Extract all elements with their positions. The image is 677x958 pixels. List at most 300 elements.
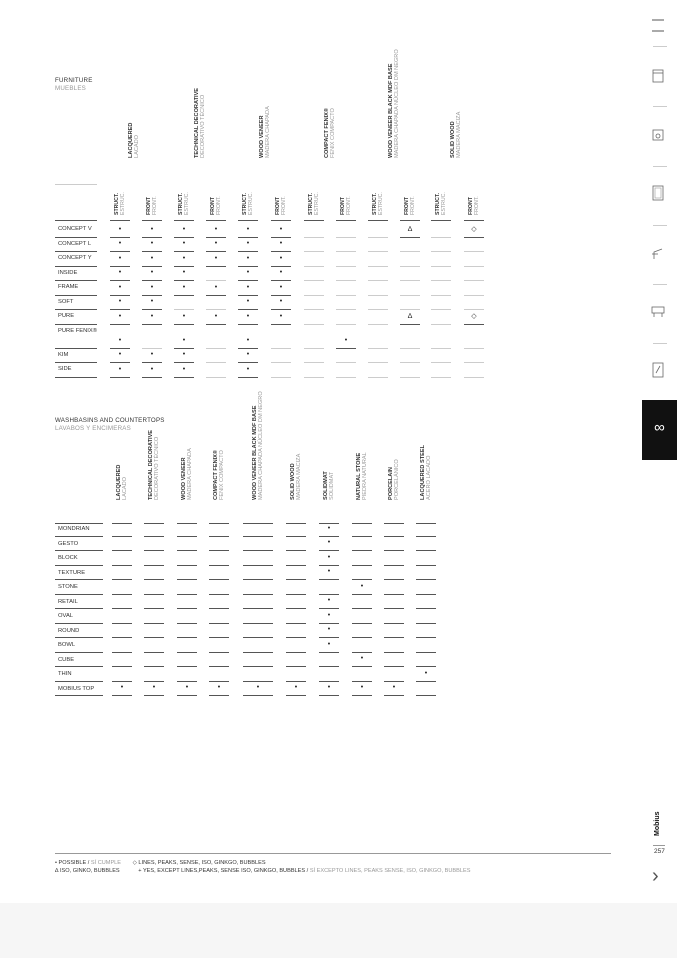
- cell-rule: [142, 377, 162, 378]
- cell-rule: [304, 377, 324, 378]
- material-name: LACQUERED: [116, 464, 122, 500]
- cell-rule: [286, 623, 306, 624]
- cell-mark: •: [150, 312, 154, 320]
- cell-rule: [174, 251, 194, 252]
- row-rule: [55, 348, 97, 349]
- row-label: THIN: [58, 671, 72, 677]
- cell-rule: [238, 266, 258, 267]
- cell-rule: [271, 309, 291, 310]
- cell-mark: •: [150, 351, 154, 358]
- material-name: NATURAL STONE: [356, 452, 362, 500]
- cell-rule: [238, 377, 258, 378]
- cell-mark: •: [256, 684, 260, 691]
- cell-mark: •: [279, 254, 283, 262]
- cell-rule: [286, 594, 306, 595]
- cell-rule: [271, 348, 291, 349]
- cell-rule: [177, 608, 197, 609]
- header-rule: [400, 220, 420, 221]
- cell-mark: •: [118, 254, 122, 262]
- row-label: SOFT: [58, 298, 74, 305]
- cell-rule: [336, 295, 356, 296]
- header-rule: [55, 184, 97, 185]
- cell-mark: •: [182, 240, 186, 247]
- cell-mark: ◇: [471, 312, 477, 320]
- menu-icon[interactable]: [650, 18, 666, 34]
- cell-rule: [464, 266, 484, 267]
- cell-rule: [336, 362, 356, 363]
- cell-mark: •: [327, 611, 331, 619]
- mirror-icon[interactable]: [650, 185, 666, 201]
- cell-mark: •: [118, 351, 122, 358]
- front-subheader: [340, 196, 352, 215]
- cell-mark: •: [214, 312, 218, 320]
- subheader-label: FRONT: [146, 197, 152, 215]
- cell-rule: [384, 536, 404, 537]
- cell-rule: [416, 550, 436, 551]
- cell-mark: •: [214, 225, 218, 233]
- subheader-label-es: ESTRUC.: [441, 192, 447, 215]
- cell-rule: [110, 377, 130, 378]
- bench-icon[interactable]: [650, 303, 666, 319]
- cell-mark: •: [327, 539, 331, 546]
- cell-rule: [400, 377, 420, 378]
- cell-rule: [400, 280, 420, 281]
- cell-rule: [209, 652, 229, 653]
- cell-rule: [319, 536, 339, 537]
- cell-rule: [464, 348, 484, 349]
- cell-rule: [352, 681, 372, 682]
- cell-rule: [286, 550, 306, 551]
- cell-rule: [319, 681, 339, 682]
- legend-plus: + YES, EXCEPT LINES,PEAKS, SENSE ISO, GINKGO, BUBBLES /: [138, 868, 309, 874]
- subheader-label: STRUCT.: [178, 193, 184, 215]
- cell-rule: [177, 550, 197, 551]
- cell-mark: ◇: [471, 225, 477, 233]
- material-name: WOOD VENEER: [259, 115, 265, 158]
- cell-rule: [112, 608, 132, 609]
- cell-mark: •: [182, 312, 186, 320]
- row-label: TEXTURE: [58, 569, 86, 576]
- cell-rule: [286, 652, 306, 653]
- cell-rule: [416, 579, 436, 580]
- cell-rule: [431, 348, 451, 349]
- cell-mark: •: [214, 240, 218, 247]
- cell-rule: [112, 536, 132, 537]
- header-rule: [286, 523, 306, 524]
- struct-subheader: [114, 192, 126, 215]
- cell-rule: [243, 550, 273, 551]
- cell-rule: [112, 594, 132, 595]
- row-label: BOWL: [58, 642, 76, 648]
- cell-rule: [304, 362, 324, 363]
- material-name-es: MADERA CHAPADA NÚCLEO DM NEGRO: [258, 391, 265, 500]
- cell-rule: [352, 637, 372, 638]
- material-name-es: MADERA CHAPADA: [187, 448, 194, 500]
- cell-rule: [416, 536, 436, 537]
- sidebar-divider: [653, 106, 667, 107]
- cell-mark: •: [118, 312, 122, 320]
- cell-rule: [319, 637, 339, 638]
- cell-mark: •: [214, 283, 218, 291]
- cell-rule: [206, 348, 226, 349]
- cell-rule: [464, 251, 484, 252]
- row-rule: [55, 565, 103, 566]
- cell-mark: •: [246, 269, 250, 276]
- row-label: MONDRIAN: [58, 526, 90, 532]
- cell-rule: [112, 550, 132, 551]
- header-rule: [416, 523, 436, 524]
- cell-rule: [319, 594, 339, 595]
- cell-rule: [416, 565, 436, 566]
- cell-rule: [431, 309, 451, 310]
- struct-subheader: [372, 192, 384, 215]
- sidebar-divider: [653, 284, 667, 285]
- header-rule: [352, 523, 372, 524]
- cell-rule: [286, 695, 306, 696]
- row-rule: [55, 324, 97, 325]
- cell-rule: [112, 579, 132, 580]
- cell-rule: [384, 637, 404, 638]
- cell-rule: [243, 637, 273, 638]
- header-rule: [142, 220, 162, 221]
- cell-rule: [400, 362, 420, 363]
- row-rule: [55, 594, 103, 595]
- cell-rule: [177, 666, 197, 667]
- subheader-label-es: FRONT.: [346, 196, 352, 215]
- brand-name: Mobius: [654, 811, 661, 836]
- cell-rule: [304, 324, 324, 325]
- cell-rule: [206, 377, 226, 378]
- row-label: STONE: [58, 584, 78, 590]
- header-rule: [174, 220, 194, 221]
- header-rule: [304, 220, 324, 221]
- subheader-label: STRUCT.: [242, 193, 248, 215]
- cell-rule: [352, 579, 372, 580]
- cell-rule: [112, 565, 132, 566]
- front-subheader: [404, 196, 416, 215]
- header-rule: [243, 523, 273, 524]
- cell-rule: [206, 324, 226, 325]
- header-rule: [319, 523, 339, 524]
- cell-rule: [144, 695, 164, 696]
- cell-mark: •: [279, 240, 283, 247]
- cell-rule: [177, 695, 197, 696]
- struct-subheader: [308, 192, 320, 215]
- material-name: PORCELAIN: [388, 467, 394, 500]
- cell-rule: [336, 377, 356, 378]
- cell-mark: •: [150, 225, 154, 233]
- cell-rule: [384, 579, 404, 580]
- cell-rule: [319, 623, 339, 624]
- cell-rule: [110, 266, 130, 267]
- cell-rule: [319, 608, 339, 609]
- cell-rule: [416, 652, 436, 653]
- cell-rule: [319, 666, 339, 667]
- header-rule: [384, 523, 404, 524]
- cell-rule: [464, 237, 484, 238]
- cell-rule: [368, 251, 388, 252]
- cell-mark: •: [182, 365, 186, 373]
- cell-rule: [238, 280, 258, 281]
- subheader-label-es: ESTRUC.: [378, 192, 384, 215]
- cell-rule: [142, 362, 162, 363]
- washbasin-material-header: [323, 471, 336, 500]
- cell-rule: [243, 565, 273, 566]
- row-rule: [55, 652, 103, 653]
- cell-rule: [400, 251, 420, 252]
- cell-rule: [112, 623, 132, 624]
- cell-mark: •: [279, 298, 283, 305]
- cell-rule: [110, 348, 130, 349]
- cell-rule: [238, 295, 258, 296]
- material-name-es: MADERA CHAPADA: [265, 106, 272, 158]
- subheader-label-es: FRONT.: [410, 196, 416, 215]
- row-label: FRAME: [58, 284, 79, 290]
- cell-mark: •: [279, 225, 283, 233]
- material-name-es: PIEDRA NATURAL: [362, 452, 369, 500]
- row-label: BLOCK: [58, 555, 78, 561]
- row-label: CONCEPT L: [58, 240, 92, 247]
- subheader-label-es: FRONT.: [474, 196, 480, 215]
- cell-rule: [144, 623, 164, 624]
- cell-rule: [286, 666, 306, 667]
- material-name-es: FENIX COMPACTO: [219, 450, 226, 500]
- cell-rule: [174, 295, 194, 296]
- cell-rule: [464, 324, 484, 325]
- cell-rule: [384, 550, 404, 551]
- cabinet-icon[interactable]: [650, 68, 666, 84]
- furniture-section-title: [55, 77, 93, 93]
- cell-rule: [144, 565, 164, 566]
- cell-rule: [144, 579, 164, 580]
- cell-rule: [144, 652, 164, 653]
- cell-rule: [206, 237, 226, 238]
- cell-rule: [286, 579, 306, 580]
- cell-mark: •: [118, 225, 122, 233]
- cell-mark: •: [152, 684, 156, 691]
- cell-rule: [319, 565, 339, 566]
- cell-mark: •: [246, 351, 250, 358]
- cell-rule: [209, 681, 229, 682]
- cell-rule: [174, 362, 194, 363]
- active-tab[interactable]: [642, 400, 677, 460]
- cell-mark: •: [150, 240, 154, 247]
- cell-rule: [352, 565, 372, 566]
- cell-mark: •: [246, 225, 250, 233]
- cell-rule: [112, 681, 132, 682]
- row-rule: [55, 295, 97, 296]
- row-rule: [55, 666, 103, 667]
- subheader-label: FRONT: [468, 197, 474, 215]
- sidebar-divider: [653, 166, 667, 167]
- row-label: CUBE: [58, 656, 75, 663]
- cell-rule: [206, 309, 226, 310]
- row-label: SIDE: [58, 366, 72, 372]
- cell-mark: •: [360, 655, 364, 662]
- cell-rule: [384, 623, 404, 624]
- header-rule: [209, 523, 229, 524]
- material-name: SOLID WOOD: [450, 121, 456, 158]
- cell-rule: [319, 550, 339, 551]
- cell-mark: ∆: [407, 225, 413, 233]
- cell-rule: [110, 251, 130, 252]
- cell-rule: [352, 550, 372, 551]
- cell-mark: •: [118, 365, 122, 373]
- cell-mark: •: [327, 568, 331, 575]
- furniture-material-header: [388, 49, 401, 158]
- cell-rule: [271, 251, 291, 252]
- subheader-label: FRONT: [404, 197, 410, 215]
- shower-icon[interactable]: [650, 362, 666, 378]
- front-subheader: [275, 196, 287, 215]
- cell-mark: •: [327, 553, 331, 561]
- sidebar-divider: [653, 343, 667, 344]
- faucet-icon[interactable]: [650, 245, 666, 261]
- cell-rule: [384, 608, 404, 609]
- cell-rule: [400, 295, 420, 296]
- cell-rule: [209, 594, 229, 595]
- cell-rule: [144, 637, 164, 638]
- cell-mark: •: [344, 336, 348, 344]
- cell-rule: [209, 565, 229, 566]
- washbasin-icon[interactable]: [650, 127, 666, 143]
- cell-rule: [209, 536, 229, 537]
- cell-rule: [110, 237, 130, 238]
- subheader-label: STRUCT.: [114, 193, 120, 215]
- cell-mark: •: [424, 669, 428, 677]
- cell-rule: [416, 681, 436, 682]
- cell-rule: [112, 695, 132, 696]
- cell-rule: [144, 594, 164, 595]
- subheader-label-es: ESTRUC.: [248, 192, 254, 215]
- cell-rule: [286, 536, 306, 537]
- cell-rule: [177, 681, 197, 682]
- cell-rule: [209, 608, 229, 609]
- furniture-title-es: MUEBLES: [55, 85, 86, 92]
- material-name: TECHNICAL DECORATIVE: [148, 429, 154, 500]
- cell-rule: [336, 348, 356, 349]
- cell-rule: [142, 266, 162, 267]
- washbasin-material-header: [116, 465, 129, 500]
- row-rule: [55, 251, 97, 252]
- cell-rule: [368, 237, 388, 238]
- cell-rule: [142, 280, 162, 281]
- cell-rule: [384, 695, 404, 696]
- cell-mark: •: [118, 298, 122, 305]
- washbasins-title: WASHBASINS AND COUNTERTOPS: [55, 417, 165, 424]
- cell-rule: [286, 565, 306, 566]
- cell-rule: [384, 652, 404, 653]
- sidebar-divider: [653, 225, 667, 226]
- cell-mark: •: [246, 365, 250, 373]
- cell-mark: •: [294, 684, 298, 691]
- cell-rule: [110, 309, 130, 310]
- cell-rule: [144, 608, 164, 609]
- row-label: PURE: [58, 313, 75, 319]
- front-subheader: [146, 196, 158, 215]
- cell-rule: [416, 594, 436, 595]
- row-label: INSIDE: [58, 269, 78, 276]
- cell-rule: [142, 309, 162, 310]
- cell-mark: •: [150, 283, 154, 291]
- cell-rule: [368, 348, 388, 349]
- infinity-icon: ∞: [654, 419, 665, 436]
- material-name-es: FENIX COMPACTO: [330, 108, 337, 158]
- cell-rule: [368, 324, 388, 325]
- cell-rule: [416, 695, 436, 696]
- cell-rule: [206, 251, 226, 252]
- cell-mark: •: [279, 312, 283, 320]
- cell-rule: [174, 237, 194, 238]
- material-name: LACQUERED: [128, 122, 134, 158]
- row-label: CONCEPT V: [58, 226, 92, 232]
- cell-rule: [368, 362, 388, 363]
- cell-mark: •: [217, 684, 221, 691]
- row-rule: [55, 362, 97, 363]
- cell-rule: [336, 309, 356, 310]
- cell-mark: •: [150, 298, 154, 305]
- furniture-material-header: [324, 108, 337, 158]
- cell-mark: •: [182, 283, 186, 291]
- cell-rule: [144, 666, 164, 667]
- cell-rule: [304, 251, 324, 252]
- chevron-right-icon[interactable]: ›: [652, 865, 659, 887]
- cell-rule: [238, 348, 258, 349]
- cell-rule: [271, 324, 291, 325]
- cell-rule: [368, 280, 388, 281]
- material-name-es: SOLIDMAT: [329, 471, 336, 500]
- row-rule: [55, 550, 103, 551]
- cell-rule: [243, 623, 273, 624]
- cell-rule: [206, 266, 226, 267]
- row-rule: [55, 695, 103, 696]
- cell-rule: [431, 280, 451, 281]
- row-label: PURE FENIX®: [58, 327, 98, 334]
- washbasin-material-header: [356, 452, 369, 500]
- cell-rule: [238, 251, 258, 252]
- cell-rule: [206, 280, 226, 281]
- washbasin-material-header: [213, 450, 226, 500]
- cell-rule: [177, 536, 197, 537]
- cell-rule: [352, 652, 372, 653]
- cell-rule: [368, 309, 388, 310]
- cell-mark: ∆: [407, 312, 413, 320]
- subheader-label-es: FRONT.: [216, 196, 222, 215]
- washbasin-material-header: [252, 391, 265, 500]
- header-rule: [55, 523, 103, 524]
- cell-rule: [112, 652, 132, 653]
- cell-rule: [174, 266, 194, 267]
- cell-mark: •: [182, 351, 186, 358]
- furniture-title: FURNITURE: [55, 77, 93, 84]
- cell-rule: [352, 666, 372, 667]
- cell-rule: [400, 309, 420, 310]
- cell-rule: [209, 623, 229, 624]
- sidebar-divider: [653, 46, 667, 47]
- row-rule: [55, 608, 103, 609]
- cell-mark: •: [327, 640, 331, 648]
- cell-rule: [142, 348, 162, 349]
- page-number: 257: [654, 848, 665, 855]
- material-name-es: LACADO: [122, 476, 129, 500]
- legend-line-1: [55, 860, 266, 866]
- material-name: WOOD VENEER BLACK MDF BASE: [252, 405, 258, 500]
- cell-rule: [142, 237, 162, 238]
- subheader-label-es: FRONT.: [281, 196, 287, 215]
- material-name-es: MADERA MACIZA: [296, 453, 303, 500]
- cell-rule: [243, 536, 273, 537]
- cell-rule: [400, 237, 420, 238]
